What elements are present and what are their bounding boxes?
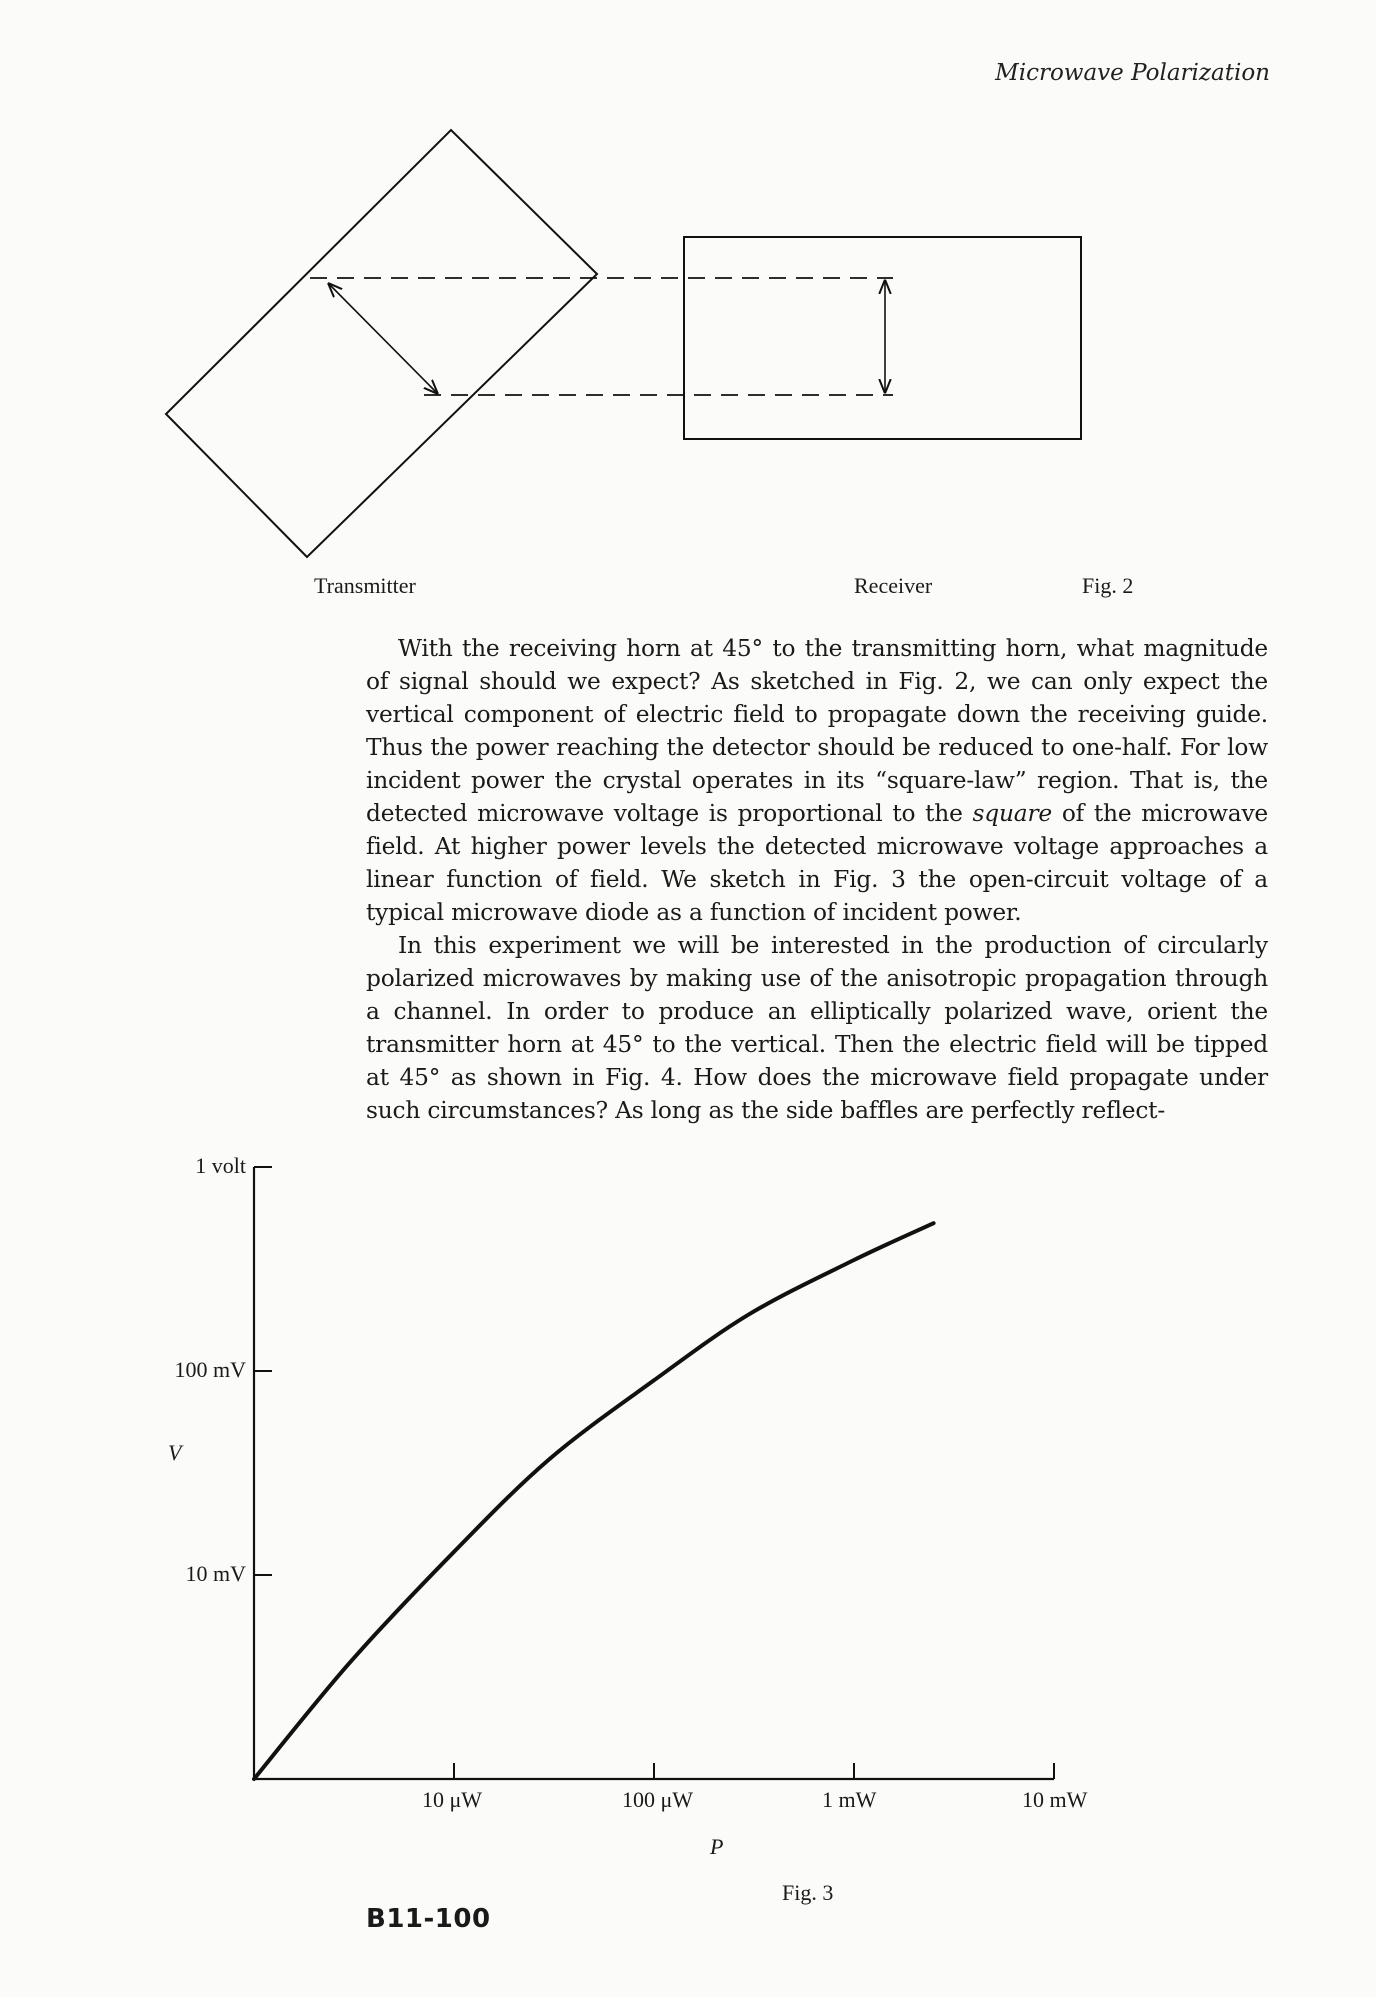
transmitter-horn-outline (166, 130, 597, 557)
receiver-label: Receiver (854, 573, 933, 598)
chart-axes (254, 1167, 1054, 1779)
figure-2-caption: Fig. 2 (1082, 573, 1134, 598)
y-tick-label: 1 volt (195, 1153, 246, 1178)
y-tick-label: 100 mV (174, 1357, 246, 1382)
paragraph-1-end: of the microwave field. At higher power levels the detected microwave voltage approaches a linear function of field. We sketch in Fig. 3 the open-circuit voltage of a typical microwave diode as a function of incident power. (366, 800, 1268, 926)
paragraph-1-start: With the receiving horn at 45° to the transmitting horn, what magnitude of signal should we expect? As sketched in Fig. 2, we can only expect the vertical component of electric field to propagate down the receiving guide. Thus the power reaching the detector should be reduced to one-half. For low incident power the crystal operates in its “square-law” region. That is, the detected microwave voltage is proportional to the (366, 635, 1268, 827)
paragraph-1 (366, 632, 1268, 929)
transmitter-label: Transmitter (314, 573, 416, 598)
running-header: Microwave Polarization (995, 60, 1270, 86)
figure-3-caption: Fig. 3 (782, 1880, 834, 1905)
x-axis-label: P (710, 1834, 724, 1859)
figure-2-diagram (0, 0, 1376, 600)
paragraph-2: In this experiment we will be interested in the production of circularly polarized microwaves by making use of the anisotropic propagation through a channel. In order to produce an elliptically polarized wave, orient the transmitter horn at 45° to the vertical. Then the electric field will be tipped at 45° as shown in Fig. 4. How does the microwave field propagate under such circumstances? As long as the side baffles are perfectly reflect- (366, 932, 1268, 1124)
y-tick-label: 10 mV (185, 1561, 246, 1586)
body-text (366, 632, 1268, 1127)
page-code: B11-100 (366, 1904, 491, 1934)
x-tick-label: 10 μW (422, 1787, 483, 1812)
y-axis-label: V (168, 1440, 182, 1465)
voltage-vs-power-curve (254, 1223, 934, 1779)
x-tick-label: 100 μW (622, 1787, 694, 1812)
receiver-horn-outline (684, 237, 1081, 439)
paragraph-1-emphasis: square (972, 800, 1052, 827)
x-tick-label: 10 mW (1022, 1787, 1088, 1812)
x-tick-label: 1 mW (822, 1787, 877, 1812)
transmitted-field-arrow (329, 284, 437, 393)
